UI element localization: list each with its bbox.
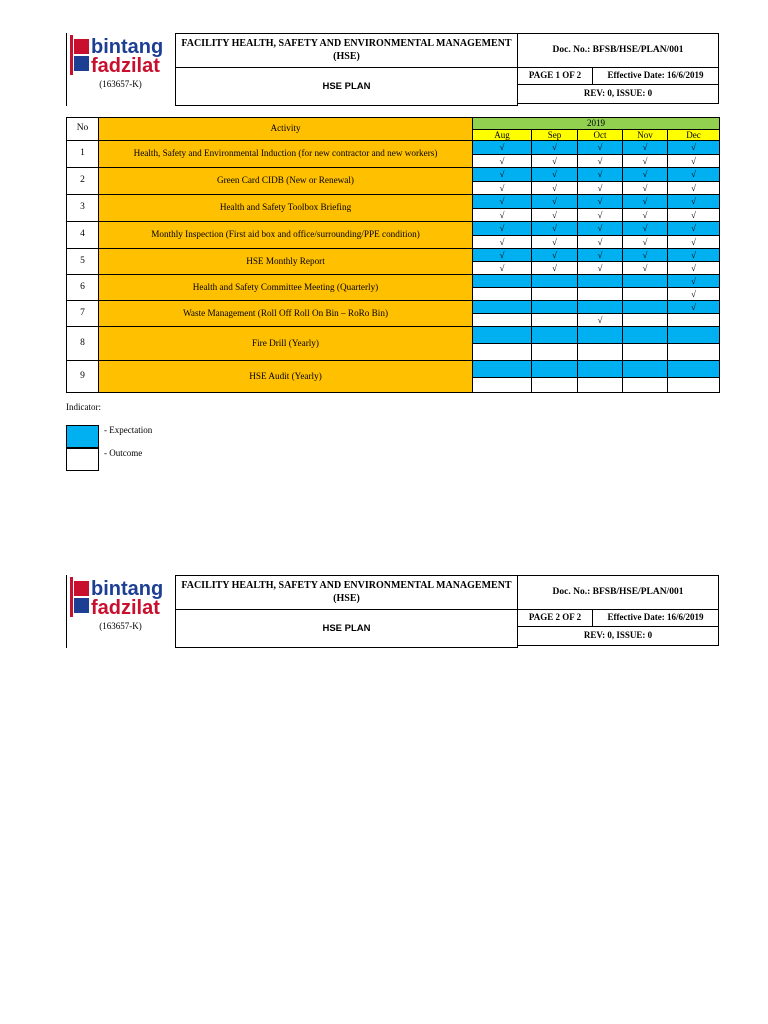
expectation-cell: √ <box>668 141 720 155</box>
expectation-cell: √ <box>578 222 623 236</box>
outcome-cell: √ <box>473 236 532 249</box>
month-header: Aug <box>473 130 532 141</box>
svg-text:bintang: bintang <box>91 36 164 58</box>
outcome-cell <box>532 314 578 327</box>
outcome-cell: √ <box>578 236 623 249</box>
activity-name: HSE Monthly Report <box>99 249 473 275</box>
outcome-swatch <box>66 448 99 471</box>
expectation-cell <box>473 361 532 378</box>
outcome-cell <box>532 288 578 301</box>
outcome-cell: √ <box>532 182 578 195</box>
outcome-cell <box>532 378 578 393</box>
document-title: FACILITY HEALTH, SAFETY AND ENVIRONMENTAL MANAGEMENT (HSE) <box>175 33 518 68</box>
outcome-cell: √ <box>473 209 532 222</box>
expectation-cell <box>532 275 578 288</box>
outcome-cell <box>578 344 623 361</box>
outcome-cell: √ <box>578 262 623 275</box>
svg-text:bintang: bintang <box>91 578 164 600</box>
outcome-cell: √ <box>668 288 720 301</box>
outcome-cell: √ <box>668 182 720 195</box>
header-left-border <box>66 33 67 106</box>
activity-name: Health and Safety Toolbox Briefing <box>99 195 473 222</box>
document-header-page-2 <box>66 575 719 648</box>
row-number: 2 <box>67 168 99 195</box>
expectation-cell: √ <box>623 168 668 182</box>
expectation-cell <box>668 361 720 378</box>
expectation-cell <box>668 327 720 344</box>
year-header: 2019 <box>473 118 720 130</box>
activity-name: Monthly Inspection (First aid box and office/surrounding/PPE condition) <box>99 222 473 249</box>
row-number: 7 <box>67 301 99 327</box>
outcome-cell: √ <box>668 236 720 249</box>
document-title: FACILITY HEALTH, SAFETY AND ENVIRONMENTAL MANAGEMENT (HSE) <box>175 575 518 610</box>
outcome-cell <box>578 378 623 393</box>
outcome-cell: √ <box>578 314 623 327</box>
expectation-cell: √ <box>473 141 532 155</box>
plan-name: HSE PLAN <box>175 609 518 648</box>
expectation-cell: √ <box>473 249 532 262</box>
plan-name: HSE PLAN <box>175 67 518 106</box>
outcome-cell: √ <box>668 209 720 222</box>
expectation-cell: √ <box>473 168 532 182</box>
expectation-cell: √ <box>532 141 578 155</box>
column-header-no: No <box>67 118 99 141</box>
outcome-cell: √ <box>623 262 668 275</box>
outcome-cell: √ <box>668 262 720 275</box>
expectation-cell <box>623 361 668 378</box>
revision-issue: REV: 0, ISSUE: 0 <box>517 84 719 104</box>
expectation-cell: √ <box>532 222 578 236</box>
activity-name: Health and Safety Committee Meeting (Quarterly) <box>99 275 473 301</box>
expectation-cell <box>473 275 532 288</box>
expectation-cell: √ <box>473 195 532 209</box>
row-number: 6 <box>67 275 99 301</box>
expectation-cell <box>532 361 578 378</box>
row-number: 4 <box>67 222 99 249</box>
doc-number: Doc. No.: BFSB/HSE/PLAN/001 <box>517 575 719 610</box>
expectation-cell: √ <box>578 195 623 209</box>
month-header: Nov <box>623 130 668 141</box>
row-number: 3 <box>67 195 99 222</box>
outcome-cell <box>623 314 668 327</box>
outcome-cell: √ <box>623 209 668 222</box>
expectation-cell: √ <box>623 195 668 209</box>
outcome-cell <box>473 288 532 301</box>
activity-name: Fire Drill (Yearly) <box>99 327 473 361</box>
bintang-fadzilat-logo <box>70 35 176 75</box>
page-number: PAGE 2 OF 2 <box>517 609 593 627</box>
outcome-cell <box>623 288 668 301</box>
row-number: 8 <box>67 327 99 361</box>
expectation-cell: √ <box>668 301 720 314</box>
expectation-cell: √ <box>532 195 578 209</box>
expectation-cell: √ <box>532 249 578 262</box>
expectation-cell <box>623 327 668 344</box>
company-registration: (163657-K) <box>99 621 142 631</box>
month-header: Oct <box>578 130 623 141</box>
svg-text:fadzilat: fadzilat <box>91 597 160 617</box>
activity-name: Green Card CIDB (New or Renewal) <box>99 168 473 195</box>
outcome-cell <box>668 378 720 393</box>
outcome-cell <box>668 314 720 327</box>
expectation-cell: √ <box>578 168 623 182</box>
bintang-fadzilat-logo <box>70 577 176 617</box>
activity-name: HSE Audit (Yearly) <box>99 361 473 393</box>
revision-issue: REV: 0, ISSUE: 0 <box>517 626 719 646</box>
svg-text:fadzilat: fadzilat <box>91 55 160 75</box>
expectation-cell: √ <box>668 168 720 182</box>
outcome-cell: √ <box>532 236 578 249</box>
expectation-cell: √ <box>668 249 720 262</box>
outcome-cell <box>623 344 668 361</box>
expectation-cell: √ <box>578 141 623 155</box>
outcome-cell <box>473 378 532 393</box>
outcome-cell <box>532 344 578 361</box>
outcome-cell: √ <box>473 262 532 275</box>
expectation-cell <box>473 301 532 314</box>
outcome-cell <box>623 378 668 393</box>
outcome-cell: √ <box>578 209 623 222</box>
header-left-border <box>66 575 67 648</box>
document-header-page-1 <box>66 33 719 106</box>
expectation-label: - Expectation <box>104 425 153 435</box>
outcome-cell <box>473 344 532 361</box>
outcome-cell: √ <box>578 182 623 195</box>
expectation-cell: √ <box>668 195 720 209</box>
expectation-cell: √ <box>623 249 668 262</box>
outcome-cell: √ <box>623 236 668 249</box>
expectation-cell: √ <box>668 222 720 236</box>
outcome-cell: √ <box>668 155 720 168</box>
outcome-label: - Outcome <box>104 448 143 458</box>
expectation-cell <box>578 275 623 288</box>
outcome-cell: √ <box>532 155 578 168</box>
page-number: PAGE 1 OF 2 <box>517 67 593 85</box>
row-number: 1 <box>67 141 99 168</box>
expectation-cell <box>532 301 578 314</box>
month-header: Sep <box>532 130 578 141</box>
row-number: 9 <box>67 361 99 393</box>
outcome-cell <box>473 314 532 327</box>
activity-name: Waste Management (Roll Off Roll On Bin – RoRo Bin) <box>99 301 473 327</box>
expectation-cell <box>578 301 623 314</box>
expectation-cell <box>623 275 668 288</box>
expectation-cell: √ <box>578 249 623 262</box>
outcome-cell <box>578 288 623 301</box>
effective-date: Effective Date: 16/6/2019 <box>592 609 719 627</box>
expectation-cell: √ <box>668 275 720 288</box>
expectation-cell: √ <box>532 168 578 182</box>
expectation-cell: √ <box>623 222 668 236</box>
indicator-title: Indicator: <box>66 402 101 412</box>
expectation-cell <box>578 327 623 344</box>
row-number: 5 <box>67 249 99 275</box>
expectation-cell <box>623 301 668 314</box>
expectation-swatch <box>66 425 99 448</box>
outcome-cell: √ <box>473 182 532 195</box>
outcome-cell: √ <box>623 155 668 168</box>
column-header-activity: Activity <box>99 118 473 141</box>
expectation-cell <box>532 327 578 344</box>
outcome-cell: √ <box>578 155 623 168</box>
effective-date: Effective Date: 16/6/2019 <box>592 67 719 85</box>
expectation-cell: √ <box>473 222 532 236</box>
activity-name: Health, Safety and Environmental Induction (for new contractor and new workers) <box>99 141 473 168</box>
outcome-cell: √ <box>473 155 532 168</box>
outcome-cell <box>668 344 720 361</box>
outcome-cell: √ <box>532 209 578 222</box>
company-registration: (163657-K) <box>99 79 142 89</box>
month-header: Dec <box>668 130 720 141</box>
expectation-cell: √ <box>623 141 668 155</box>
expectation-cell <box>473 327 532 344</box>
expectation-cell <box>578 361 623 378</box>
outcome-cell: √ <box>532 262 578 275</box>
doc-number: Doc. No.: BFSB/HSE/PLAN/001 <box>517 33 719 68</box>
hse-plan-table <box>66 117 720 393</box>
outcome-cell: √ <box>623 182 668 195</box>
